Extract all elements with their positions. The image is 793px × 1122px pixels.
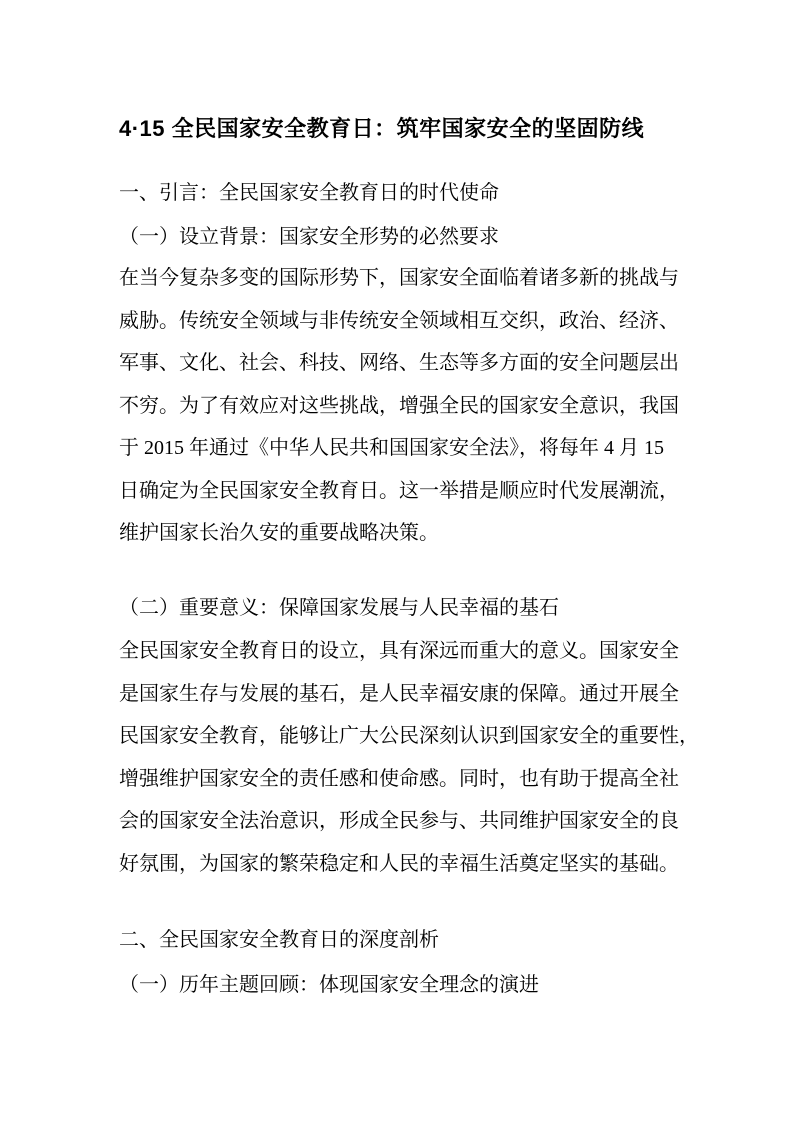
section-2-subsection-1-heading: （一）历年主题回顾：体现国家安全理念的演进 xyxy=(119,974,539,996)
paragraph-line: 好氛围，为国家的繁荣稳定和人民的幸福生活奠定坚实的基础。 xyxy=(119,852,679,875)
paragraph-line: 于 2015 年通过《中华人民共和国国家安全法》，将每年 4 月 15 xyxy=(119,437,664,459)
paragraph-line: 威胁。传统安全领域与非传统安全领域相互交织，政治、经济、 xyxy=(119,309,679,332)
paragraph-line: 民国家安全教育，能够让广大公民深刻认识到国家安全的重要性， xyxy=(119,725,699,747)
document-title: 4·15 全民国家安全教育日：筑牢国家安全的坚固防线 xyxy=(119,116,645,141)
section-1-subsection-1-heading: （一）设立背景：国家安全形势的必然要求 xyxy=(119,226,499,248)
paragraph-line: 日确定为全民国家安全教育日。这一举措是顺应时代发展潮流， xyxy=(119,479,679,502)
paragraph-line: 是国家生存与发展的基石，是人民幸福安康的保障。通过开展全 xyxy=(119,682,679,705)
section-1-heading: 一、引言：全民国家安全教育日的时代使命 xyxy=(119,182,499,204)
section-1-subsection-2-heading: （二）重要意义：保障国家发展与人民幸福的基石 xyxy=(119,597,559,619)
paragraph-line: 在当今复杂多变的国际形势下，国家安全面临着诸多新的挑战与 xyxy=(119,267,679,289)
paragraph-line: 军事、文化、社会、科技、网络、生态等多方面的安全问题层出 xyxy=(119,352,679,374)
section-1-subsection-2-paragraph xyxy=(119,630,699,885)
paragraph-line: 全民国家安全教育日的设立，具有深远而重大的意义。国家安全 xyxy=(119,640,679,662)
section-2-heading: 二、全民国家安全教育日的深度剖析 xyxy=(119,929,439,951)
paragraph-line: 不穷。为了有效应对这些挑战，增强全民的国家安全意识，我国 xyxy=(119,394,679,417)
paragraph-line: 维护国家长治久安的重要战略决策。 xyxy=(119,522,439,544)
section-1-subsection-1-paragraph xyxy=(119,257,685,555)
paragraph-line: 增强维护国家安全的责任感和使命感。同时，也有助于提高全社 xyxy=(119,767,679,790)
paragraph-line: 会的国家安全法治意识，形成全民参与、共同维护国家安全的良 xyxy=(119,810,679,832)
